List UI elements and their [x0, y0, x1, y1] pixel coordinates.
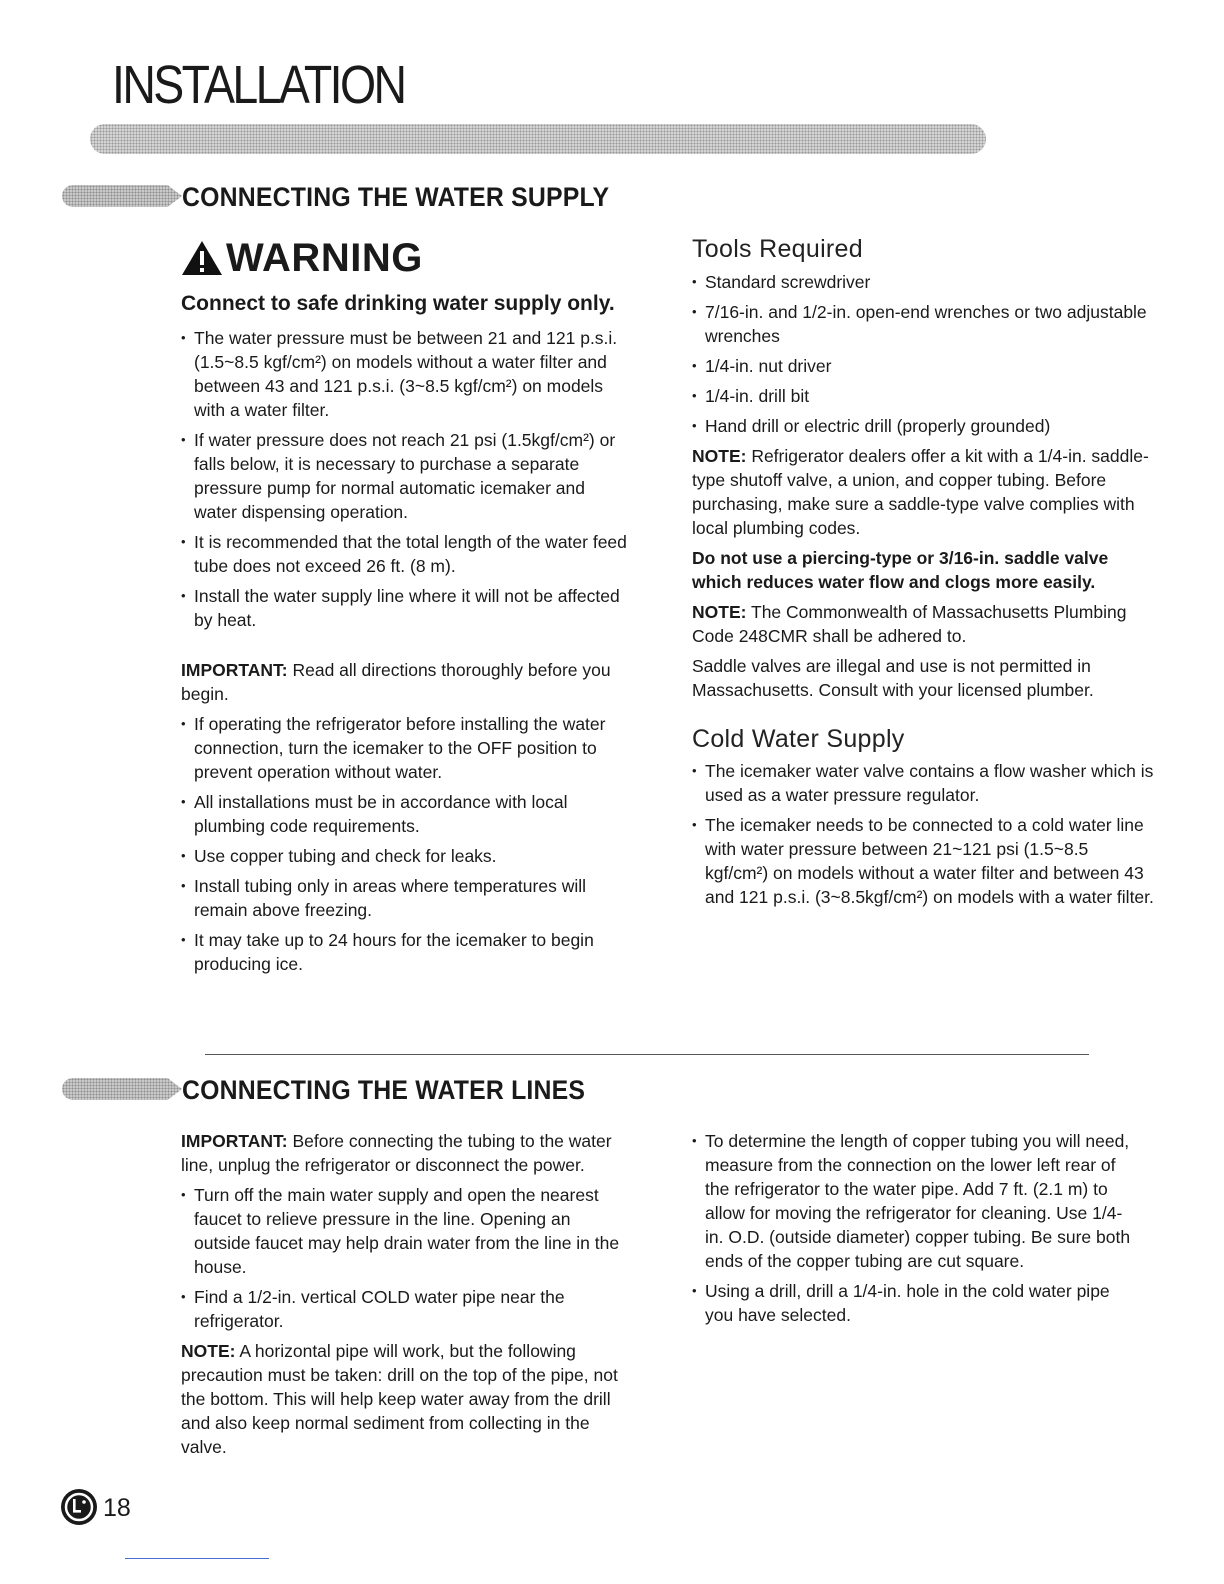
water-lines-list — [692, 1129, 1137, 1327]
list-item: • It is recommended that the total length of the water feed tube does not exceed 26 ft. (8 m). — [181, 530, 631, 578]
note-paragraph — [692, 444, 1154, 540]
warning-triangle-icon — [180, 239, 224, 277]
note-text: A horizontal pipe will work, but the following precaution must be taken: drill on the top of the pipe, not the bottom. This will help keep water away from the drill and also keep normal sediment from collecting in the valve. — [181, 1341, 618, 1457]
list-item: • Standard screwdriver — [692, 270, 1154, 294]
lg-logo-icon — [60, 1488, 98, 1526]
important-text: Read all directions thoroughly before you begin. — [181, 660, 611, 704]
saddle-paragraph: Saddle valves are illegal and use is not permitted in Massachusetts. Consult with your licensed plumber. — [692, 655, 1094, 700]
list-item: • Install the water supply line where it will not be affected by heat. — [181, 584, 631, 632]
list-item: • 1/4-in. drill bit — [692, 384, 1154, 408]
cold-water-list — [692, 759, 1154, 909]
tools-column — [692, 236, 1154, 915]
important-label: IMPORTANT: — [181, 660, 288, 680]
warning-heading — [180, 238, 423, 278]
section-title-water-lines: CONNECTING THE WATER LINES — [182, 1075, 586, 1105]
section-marker — [62, 185, 182, 207]
note-label: NOTE: — [181, 1341, 236, 1361]
section-title-water-supply: CONNECTING THE WATER SUPPLY — [182, 182, 610, 212]
tools-heading: Tools Required — [692, 235, 863, 263]
list-item: • Use copper tubing and check for leaks. — [181, 844, 631, 868]
list-item: • 1/4-in. nut driver — [692, 354, 1154, 378]
note-label: NOTE: — [692, 601, 747, 622]
warning-subtitle: Connect to safe drinking water supply only. — [181, 292, 615, 315]
warning-list — [181, 326, 631, 632]
section-marker — [62, 1078, 182, 1100]
water-lines-left-column — [181, 1129, 621, 1465]
note-text: Refrigerator dealers offer a kit with a 1/4-in. saddle-type shutoff valve, a union, and copper tubing. Before purchasing, make sure a saddle-type valve complies with local plumbing codes. — [692, 445, 1149, 538]
list-item: • Using a drill, drill a 1/4-in. hole in the cold water pipe you have selected. — [692, 1279, 1137, 1327]
important-paragraph — [181, 658, 631, 706]
important-text: Before connecting the tubing to the water line, unplug the refrigerator or disconnect the power. — [181, 1131, 612, 1175]
water-lines-list — [181, 1183, 621, 1333]
list-item: • Hand drill or electric drill (properly grounded) — [692, 414, 1154, 438]
warning-label: WARNING — [226, 236, 423, 280]
water-lines-right-column — [692, 1129, 1137, 1333]
tools-list — [692, 270, 1154, 438]
list-item: • 7/16-in. and 1/2-in. open-end wrenches or two adjustable wrenches — [692, 300, 1154, 348]
list-item: • Install tubing only in areas where temperatures will remain above freezing. — [181, 874, 631, 922]
list-item: • If water pressure does not reach 21 psi (1.5kgf/cm²) or falls below, it is necessary to purchase a separate pressure pump for normal automatic icemaker and water dispensing operation. — [181, 428, 631, 524]
list-item: • Find a 1/2-in. vertical COLD water pipe near the refrigerator. — [181, 1285, 621, 1333]
important-list — [181, 712, 631, 976]
list-item: • It may take up to 24 hours for the icemaker to begin producing ice. — [181, 928, 631, 976]
list-item: • The icemaker water valve contains a flow washer which is used as a water pressure regulator. — [692, 759, 1154, 807]
note-paragraph — [692, 600, 1154, 648]
page-number: 18 — [103, 1494, 131, 1522]
important-paragraph — [181, 1129, 621, 1177]
cold-water-heading: Cold Water Supply — [692, 724, 905, 753]
header-bar — [90, 124, 986, 154]
list-item: • The icemaker needs to be connected to a cold water line with water pressure between 21~121 psi (1.5~8.5 kgf/cm²) on models without a water filter and between 43 and 121 p.s.i. (3~8.5kgf/cm²) on models with a water filter. — [692, 813, 1154, 909]
list-item: • If operating the refrigerator before installing the water connection, turn the icemaker to the OFF position to prevent operation without water. — [181, 712, 631, 784]
warning-column — [181, 290, 631, 982]
note-text: The Commonwealth of Massachusetts Plumbing Code 248CMR shall be adhered to. — [692, 601, 1127, 646]
section-divider — [205, 1054, 1089, 1055]
piercing-warning: Do not use a piercing-type or 3/16-in. saddle valve which reduces water flow and clogs more easily. — [692, 547, 1109, 592]
list-item: • Turn off the main water supply and open the nearest faucet to relieve pressure in the line. Opening an outside faucet may help drain water from the line in the house. — [181, 1183, 621, 1279]
list-item: • To determine the length of copper tubing you will need, measure from the connection on the lower left rear of the refrigerator to the water pipe. Add 7 ft. (2.1 m) to allow for moving the refrigerator for cleaning. Use 1/4-in. O.D. (outside diameter) copper tubing. Be sure both ends of the copper tubing are cut square. — [692, 1129, 1137, 1273]
note-paragraph — [181, 1339, 621, 1459]
list-item: • All installations must be in accordance with local plumbing code requirements. — [181, 790, 631, 838]
important-label: IMPORTANT: — [181, 1131, 288, 1151]
page-title: INSTALLATION — [112, 55, 405, 115]
list-item: • The water pressure must be between 21 and 121 p.s.i. (1.5~8.5 kgf/cm²) on models without a water filter and between 43 and 121 p.s.i. (3~8.5 kgf/cm²) on models with a water filter. — [181, 326, 631, 422]
footer-rule — [125, 1558, 269, 1559]
note-label: NOTE: — [692, 445, 747, 466]
